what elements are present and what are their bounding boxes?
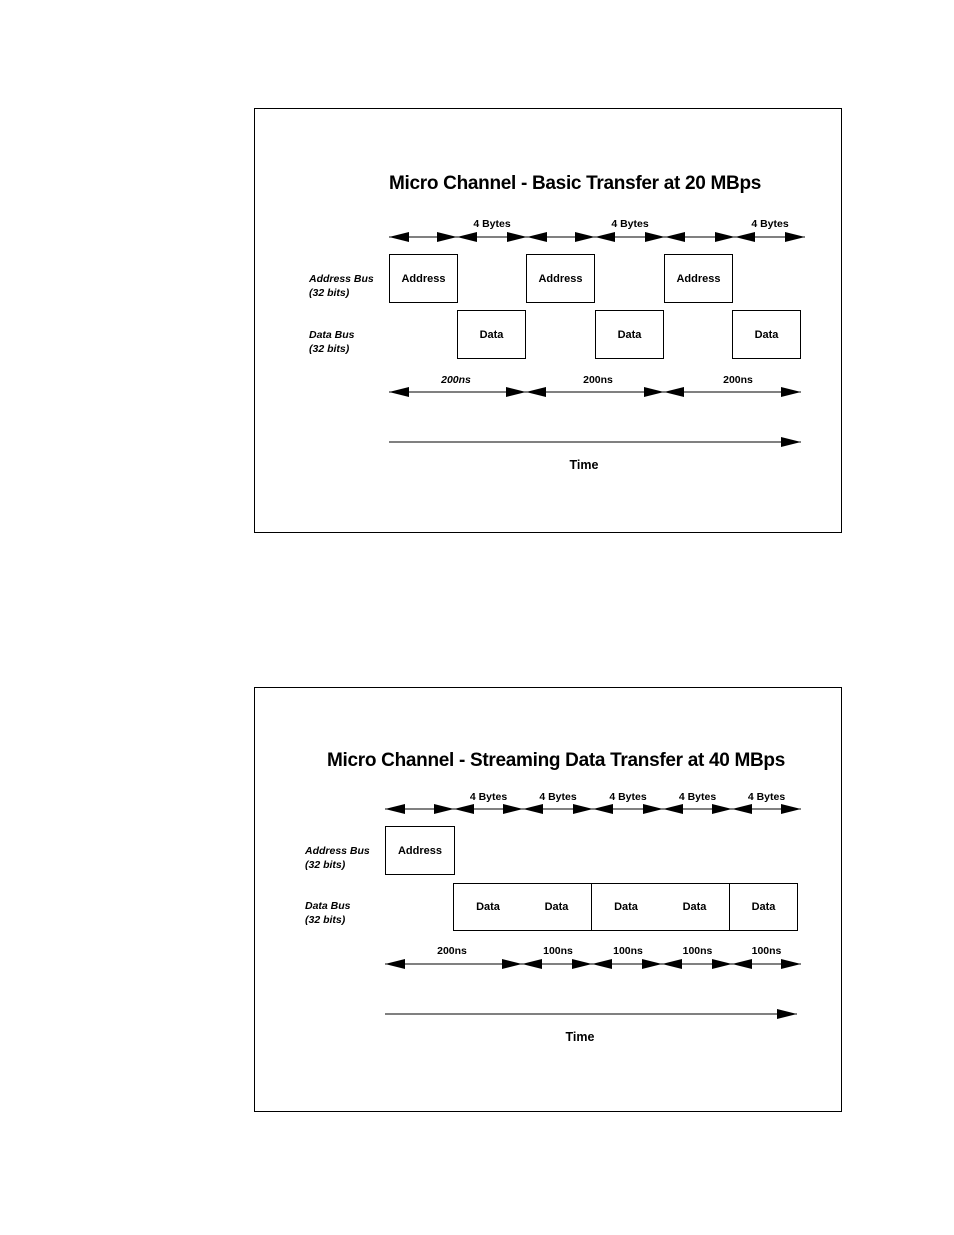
period-label: 200ns	[437, 945, 467, 957]
data-bus-label: Data Bus (32 bits)	[305, 900, 351, 926]
period-label: 200ns	[441, 374, 471, 386]
address-bus-label: Address Bus (32 bits)	[309, 273, 374, 299]
data-box: Data	[591, 883, 661, 931]
period-label: 100ns	[613, 945, 643, 957]
bytes-label: 4 Bytes	[747, 791, 786, 803]
period-label: 200ns	[723, 374, 753, 386]
diagram-title: Micro Channel - Basic Transfer at 20 MBps	[389, 173, 762, 194]
data-bus-label: Data Bus (32 bits)	[309, 329, 355, 355]
bytes-label: 4 Bytes	[539, 791, 577, 803]
data-box: Data	[729, 883, 798, 931]
bytes-label: 4 Bytes	[609, 791, 647, 803]
streaming-transfer-diagram	[254, 687, 842, 1112]
time-label: Time	[565, 1030, 595, 1044]
data-box: Data	[660, 883, 730, 931]
bytes-label: 4 Bytes	[751, 218, 789, 230]
bytes-label: 4 Bytes	[473, 218, 511, 230]
address-box: Address	[389, 254, 458, 303]
bytes-label: 4 Bytes	[611, 218, 649, 230]
data-box: Data	[732, 310, 801, 359]
period-label: 100ns	[751, 945, 782, 957]
address-box: Address	[526, 254, 595, 303]
diagram-title: Micro Channel - Streaming Data Transfer at 40 MBps	[327, 750, 786, 771]
data-box: Data	[457, 310, 526, 359]
time-label: Time	[569, 458, 599, 472]
period-label: 100ns	[682, 945, 713, 957]
bytes-label: 4 Bytes	[678, 791, 717, 803]
data-box: Data	[453, 883, 523, 931]
bytes-label: 4 Bytes	[469, 791, 508, 803]
period-label: 200ns	[583, 374, 613, 386]
address-box: Address	[664, 254, 733, 303]
address-box: Address	[385, 826, 455, 875]
data-box: Data	[595, 310, 664, 359]
basic-transfer-diagram	[254, 108, 842, 533]
data-box: Data	[522, 883, 592, 931]
period-label: 100ns	[543, 945, 573, 957]
address-bus-label: Address Bus (32 bits)	[305, 845, 370, 871]
